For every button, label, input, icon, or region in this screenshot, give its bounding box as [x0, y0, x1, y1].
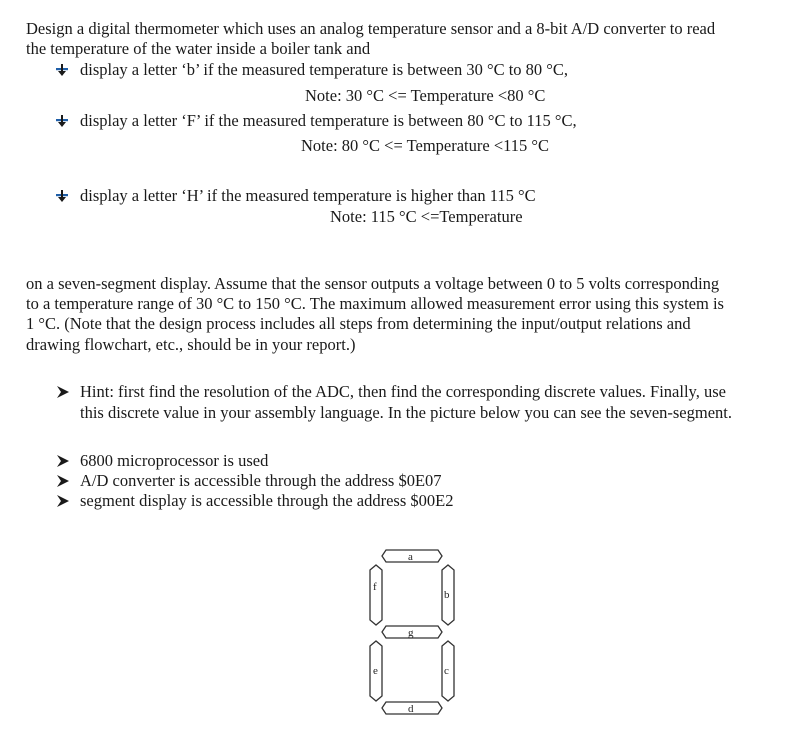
spec-processor: 6800 microprocessor is used — [80, 451, 269, 470]
intro-line-1: Design a digital thermometer which uses an analog temperature sensor and a 8-bit A/D converter to read — [26, 19, 716, 38]
bullet-h-text: display a letter ‘H’ if the measured temperature is higher than 115 °C — [80, 186, 536, 205]
bullet-f-note: Note: 80 °C <= Temperature <115 °C — [301, 136, 549, 155]
arrowhead-bullet-icon — [56, 474, 70, 488]
spec-display-address: segment display is accessible through the address $00E2 — [80, 491, 454, 510]
bullet-b-note: Note: 30 °C <= Temperature <80 °C — [305, 86, 546, 105]
hint-line-1: Hint: first find the resolution of the ADC, then find the corresponding discrete values. Finally, use — [80, 382, 726, 401]
arrowhead-bullet-icon — [56, 385, 70, 399]
segment-g-label: g — [408, 627, 414, 639]
paragraph-line-4: drawing flowchart, etc., should be in your report.) — [26, 335, 356, 354]
seven-segment-diagram — [360, 548, 464, 718]
plus-arrow-bullet-icon — [54, 113, 70, 129]
paragraph-line-2: to a temperature range of 30 °C to 150 °C. The maximum allowed measurement error using this system is — [26, 294, 724, 313]
paragraph-line-3: 1 °C. (Note that the design process includes all steps from determining the input/output relations and — [26, 314, 691, 333]
plus-arrow-bullet-icon — [54, 188, 70, 204]
segment-e-label: e — [373, 665, 378, 677]
bullet-f-text: display a letter ‘F’ if the measured temperature is between 80 °C to 115 °C, — [80, 111, 577, 130]
spec-adc-address: A/D converter is accessible through the address $0E07 — [80, 471, 442, 490]
hint-line-2: this discrete value in your assembly language. In the picture below you can see the seven-segment. — [80, 403, 732, 422]
segment-d-label: d — [408, 703, 414, 715]
intro-line-2: the temperature of the water inside a boiler tank and — [26, 39, 371, 58]
segment-a-label: a — [408, 551, 413, 563]
bullet-b-text: display a letter ‘b’ if the measured temperature is between 30 °C to 80 °C, — [80, 60, 569, 79]
segment-f — [370, 565, 382, 625]
arrowhead-bullet-icon — [56, 494, 70, 508]
arrowhead-bullet-icon — [56, 454, 70, 468]
segment-f-label: f — [373, 581, 377, 593]
segment-b-label: b — [444, 589, 450, 601]
segment-c-label: c — [444, 665, 449, 677]
plus-arrow-bullet-icon — [54, 62, 70, 78]
paragraph-line-1: on a seven-segment display. Assume that the sensor outputs a voltage between 0 to 5 volts corresponding — [26, 274, 720, 293]
bullet-h-note: Note: 115 °C <=Temperature — [330, 207, 523, 226]
